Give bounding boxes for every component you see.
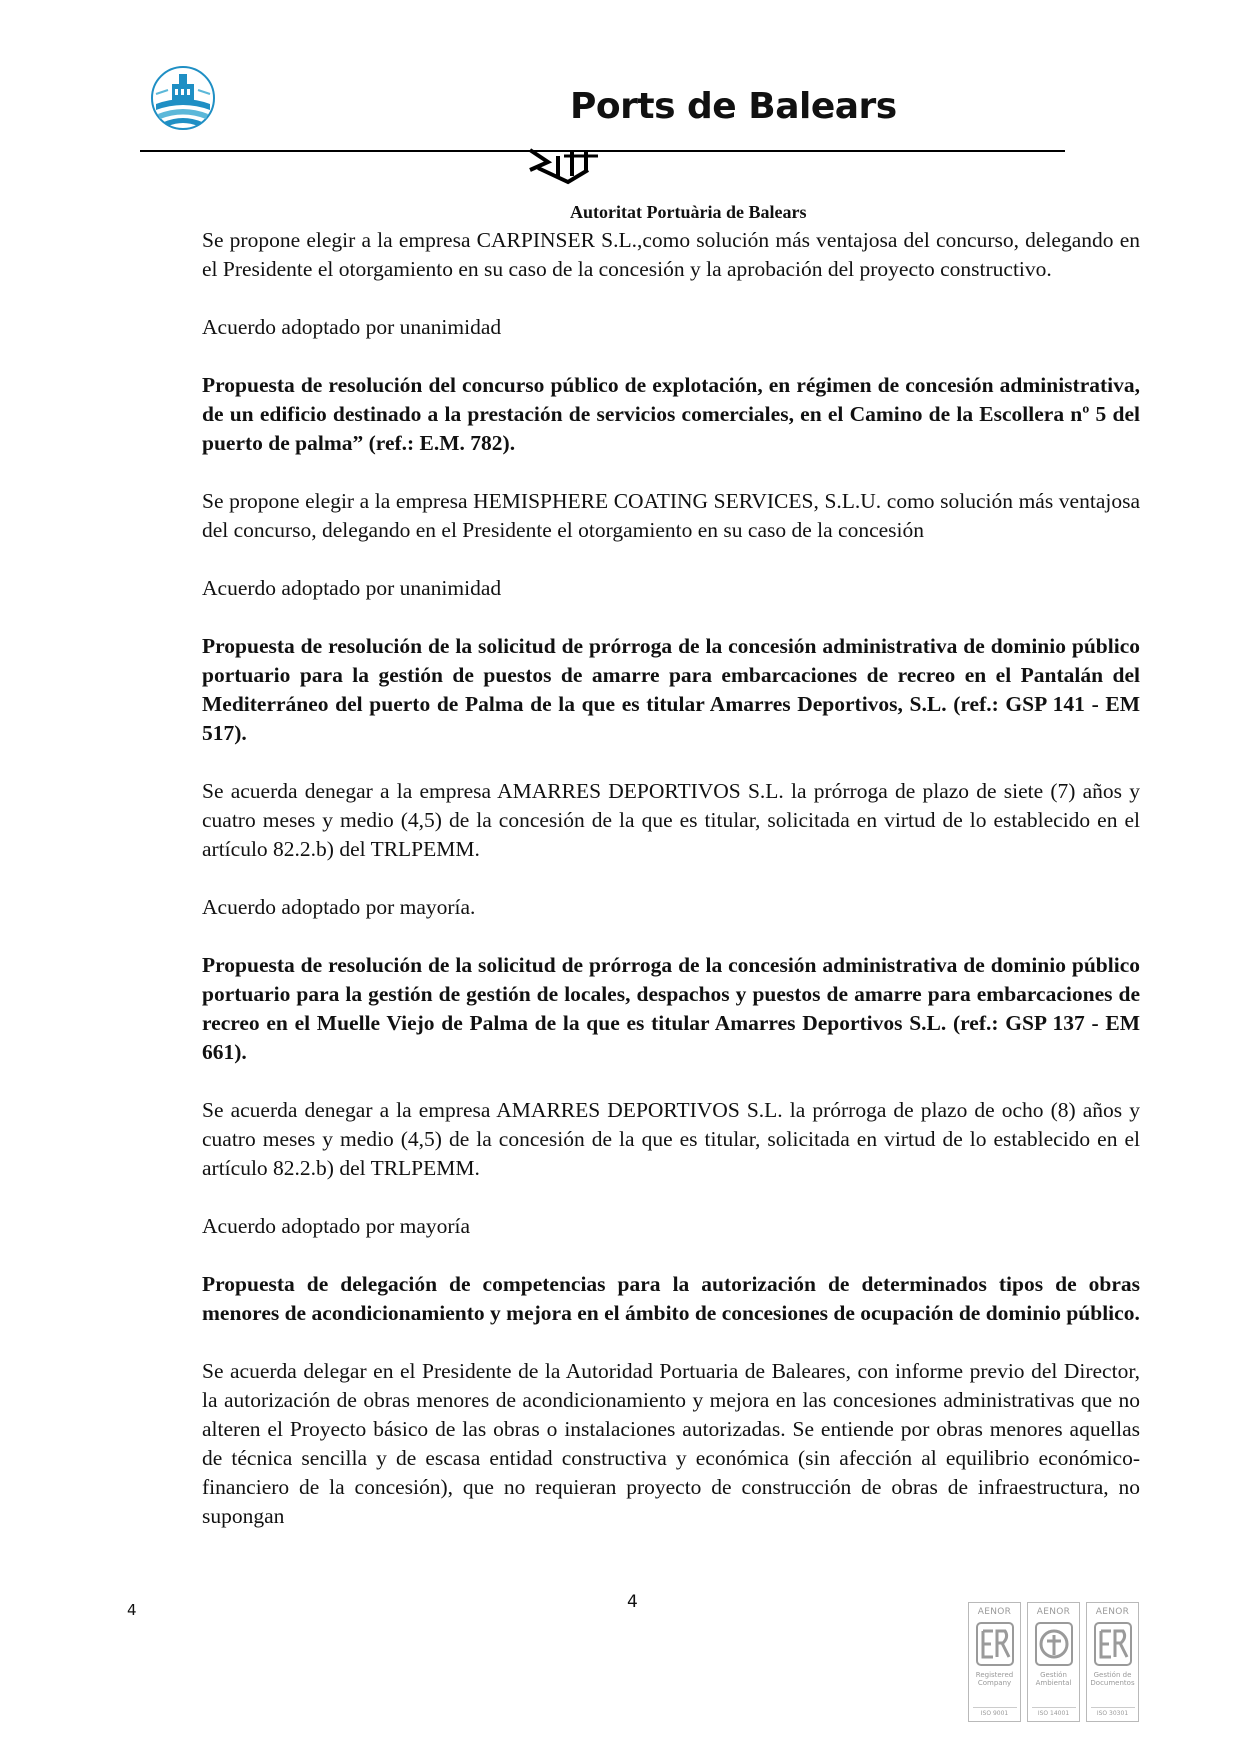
section-heading: Propuesta de delegación de competencias para la autorización de determinados tipos de obras menores de acondicionamiento y mejora en el ámbito de concesiones de ocupación de dominio público. — [202, 1272, 1140, 1325]
ports-logo-icon — [142, 64, 224, 132]
paragraph: Acuerdo adoptado por mayoría. — [202, 895, 476, 919]
er-icon — [975, 1621, 1015, 1667]
er-icon — [1093, 1621, 1133, 1667]
cert-label: Gestión de Documentos — [1090, 1671, 1135, 1687]
cert-standard: ISO 14001 — [1032, 1707, 1076, 1717]
section-heading: Propuesta de resolución de la solicitud de prórroga de la concesión administrativa de dominio público portuario para la gestión de puestos de amarre para embarcaciones de recreo en el Pantalán del Mediterráneo del puerto de Palma de la que es titular Amarres Deportivos, S.L. (ref.: GSP 141 - EM 517). — [202, 634, 1140, 745]
cert-badge-iso30301 — [1086, 1602, 1139, 1722]
cert-standard: ISO 30301 — [1091, 1707, 1135, 1717]
cert-label: Gestión Ambiental — [1035, 1671, 1072, 1687]
cert-badge-iso9001 — [968, 1602, 1021, 1722]
cert-standard: ISO 9001 — [973, 1707, 1017, 1717]
cert-label: Registered Company — [975, 1671, 1014, 1687]
paragraph: Acuerdo adoptado por mayoría — [202, 1214, 471, 1238]
document-body — [202, 226, 1140, 1531]
cert-brand: AENOR — [1095, 1607, 1130, 1617]
paragraph: Se acuerda delegar en el Presidente de la Autoridad Portuaria de Baleares, con informe previo del Director, la autorización de obras menores de acondicionamiento y mejora en las concesiones administrativas que no alteren el Proyecto básico de las obras o instalaciones autorizadas. Se entiende por obras menores aquellas de técnica sencilla y de escasa entidad constructiva y económica (sin afección al equilibrio económico-financiero de la concesión), que no requieran proyecto de construcción de obras de infraestructura, no supongan — [202, 1359, 1140, 1528]
paragraph: Se propone elegir a la empresa CARPINSER S.L.,como solución más ventajosa del concurso, delegando en el Presidente el otorgamiento en su caso de la concesión y la aprobación del proyecto constructivo. — [202, 228, 1140, 281]
org-name: Ports de Balears — [570, 86, 897, 127]
certification-badges — [968, 1602, 1148, 1724]
paragraph: Se acuerda denegar a la empresa AMARRES DEPORTIVOS S.L. la prórroga de plazo de siete (7) años y cuatro meses y medio (4,5) de la concesión de la que es titular, solicitada en virtud de lo establecido en el artículo 82.2.b) del TRLPEMM. — [202, 779, 1140, 861]
paragraph: Se acuerda denegar a la empresa AMARRES DEPORTIVOS S.L. la prórroga de plazo de ocho (8) años y cuatro meses y medio (4,5) de la concesión de la que es titular, solicitada en virtud de lo establecido en el artículo 82.2.b) del TRLPEMM. — [202, 1098, 1140, 1180]
section-heading: Propuesta de resolución de la solicitud de prórroga de la concesión administrativa de dominio público portuario para la gestión de gestión de locales, despachos y puestos de amarre para embarcaciones de recreo en el Muelle Viejo de Palma de la que es titular Amarres Deportivos S.L. (ref.: GSP 137 - EM 661). — [202, 953, 1140, 1064]
cert-brand: AENOR — [1036, 1607, 1071, 1617]
wave-emblem-icon — [528, 148, 620, 188]
cert-badge-iso14001 — [1027, 1602, 1080, 1722]
authority-name: Autoritat Portuària de Balears — [570, 202, 807, 222]
paragraph: Acuerdo adoptado por unanimidad — [202, 576, 502, 600]
cert-brand: AENOR — [977, 1607, 1012, 1617]
paragraph: Acuerdo adoptado por unanimidad — [202, 315, 502, 339]
paragraph: Se propone elegir a la empresa HEMISPHERE COATING SERVICES, S.L.U. como solución más ventajosa del concurso, delegando en el Presidente el otorgamiento en su caso de la concesión — [202, 489, 1140, 542]
page-number-left: 4 — [127, 1601, 137, 1619]
section-heading: Propuesta de resolución del concurso público de explotación, en régimen de concesión administrativa, de un edificio destinado a la prestación de servicios comerciales, en el Camino de la Escollera nº 5 del puerto de palma” (ref.: E.M. 782). — [202, 373, 1140, 455]
page-number-center: 4 — [627, 1592, 638, 1612]
ga-icon — [1034, 1621, 1074, 1667]
